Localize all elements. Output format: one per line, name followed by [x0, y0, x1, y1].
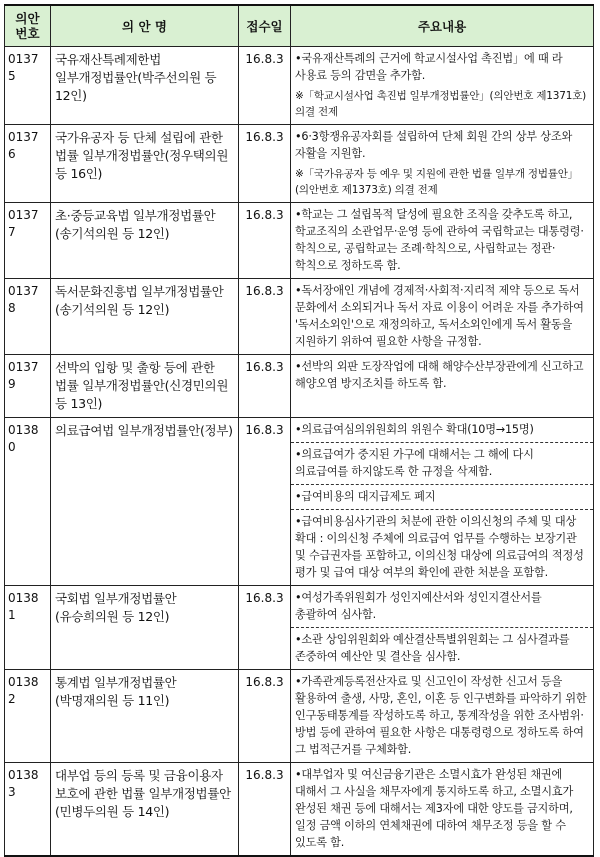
bill-title: 독서문화진흥법 일부개정법률안(송기석의원 등 12인): [51, 279, 239, 355]
main-content: [291, 279, 594, 355]
table-row: [5, 763, 594, 857]
content-item: [291, 443, 593, 485]
received-date: 16.8.3: [239, 355, 291, 418]
received-date: 16.8.3: [239, 670, 291, 763]
main-content: [291, 125, 594, 203]
header-bill-name: 의 안 명: [51, 5, 239, 47]
main-content: [291, 763, 594, 857]
content-item-text: •의료급여심의위원회의 위원수 확대(10명→15명): [295, 423, 534, 436]
received-date: 16.8.3: [239, 47, 291, 125]
bill-title: 국회법 일부개정법률안(유승희의원 등 12인): [51, 586, 239, 670]
received-date: 16.8.3: [239, 125, 291, 203]
bill-title: 통계법 일부개정법률안(박명재의원 등 11인): [51, 670, 239, 763]
content-item-text: •여성가족위원회가 성인지예산서와 성인지결산서를 총괄하여 심사함.: [295, 591, 542, 621]
content-item: [291, 586, 593, 628]
bill-title: 초·중등교육법 일부개정법률안(송기석의원 등 12인): [51, 203, 239, 279]
received-date: 16.8.3: [239, 279, 291, 355]
content-item: [291, 763, 593, 855]
main-content: [291, 586, 594, 670]
bill-number: 01382: [5, 670, 51, 763]
received-date: 16.8.3: [239, 418, 291, 586]
bill-number: 01381: [5, 586, 51, 670]
header-main-content: 주요내용: [291, 5, 594, 47]
content-item: [291, 418, 593, 443]
content-item: [291, 47, 593, 124]
content-item: [291, 125, 593, 202]
table-row: [5, 586, 594, 670]
bill-number: 01377: [5, 203, 51, 279]
content-item: [291, 203, 593, 278]
content-item: [291, 670, 593, 762]
content-item-note: ※「학교시설사업 촉진법 일부개정법률안」(의안번호 제1371호)의결 전제: [295, 90, 587, 118]
content-item: [291, 510, 593, 585]
header-received-date: 접수일: [239, 5, 291, 47]
bill-title: 의료급여법 일부개정법률안(정부): [51, 418, 239, 586]
bill-title: 대부업 등의 등록 및 금융이용자 보호에 관한 법률 일부개정법률안(민병두의원 등 14인): [51, 763, 239, 857]
bill-number: 01380: [5, 418, 51, 586]
content-item: [291, 279, 593, 354]
content-item-text: •급여비용심사기관의 처분에 관한 이의신청의 주체 및 대상 확대 : 이의신청 주체에 의료급여 업무를 수행하는 보장기관 및 수급권자를 포함하고, 이의신청 대상에 의료급여의 적정성 평가 및 급여 대상 여부의 확인에 관한 처분을 포함함.: [295, 515, 584, 579]
main-content: [291, 670, 594, 763]
header-bill-number: 의안 번호: [5, 5, 51, 47]
bill-number: 01375: [5, 47, 51, 125]
table-row: [5, 279, 594, 355]
main-content: [291, 418, 594, 586]
content-item-text: •소관 상임위원회와 예산결산특별위원회는 그 심사결과를 존중하여 예산안 및 결산을 심사함.: [295, 633, 570, 663]
content-item-text: •국유재산특례의 근거에 학교시설사업 촉진법」에 때 라 사용료 등의 감면을 추가함.: [295, 52, 563, 82]
content-item-text: •급여비용의 대지급제도 폐지: [295, 490, 436, 503]
bill-title: 국가유공자 등 단체 설립에 관한 법률 일부개정법률안(정우택의원 등 16인): [51, 125, 239, 203]
bill-number: 01379: [5, 355, 51, 418]
content-item-note: ※「국가유공자 등 예우 및 지원에 관한 법률 일부개 정법률안」(의안번호 제1373호) 의결 전제: [295, 168, 578, 196]
main-content: [291, 47, 594, 125]
content-item-text: •대부업자 및 여신금융기관은 소멸시효가 완성된 채권에 대해서 그 사실을 채무자에게 통지하도록 하고, 소멸시효가 완성된 채권 등에 대해서는 제3자에 대한 양도를 금지하며, 일정 금액 이하의 연체채권에 대하여 채무조정 등을 할 수 있도록 함.: [295, 768, 574, 849]
content-item: [291, 485, 593, 510]
content-item-text: •학교는 그 설립목적 달성에 필요한 조직을 갖추도록 하고, 학교조직의 소관업무·운영 등에 관하여 국립학교는 대통령령·학칙으로, 공립학교는 조례·학칙으로, 사립학교는 정관·학칙으로 정하도록 함.: [295, 208, 584, 272]
content-item-text: •의료급여가 중지된 가구에 대해서는 그 해에 다시 의료급여를 하지않도록 한 규정을 삭제함.: [295, 448, 534, 478]
content-item-text: •6·3항쟁유공자회를 설립하여 단체 회원 간의 상부 상조와 자활을 지원함.: [295, 130, 573, 160]
content-item-text: •선박의 외판 도장작업에 대해 해양수산부장관에게 신고하고 해양오염 방지조치를 하도록 함.: [295, 360, 584, 390]
bill-number: 01383: [5, 763, 51, 857]
main-content: [291, 355, 594, 418]
bill-title: 국유재산특례제한법 일부개정법률안(박주선의원 등 12인): [51, 47, 239, 125]
received-date: 16.8.3: [239, 203, 291, 279]
bill-number: 01376: [5, 125, 51, 203]
content-item-text: •가족관계등록전산자료 및 신고인이 작성한 신고서 등을 활용하여 출생, 사망, 혼인, 이혼 등 인구변화를 파악하기 위한 인구동태통계를 작성하도록 하고, 통계작성을 위한 조사범위·방법 등에 관하여 필요한 사항은 대통령령으로 정하도록 하여 그 법적근거를 구체화함.: [295, 675, 587, 756]
table-row: [5, 125, 594, 203]
table-row: [5, 418, 594, 586]
table-row: [5, 203, 594, 279]
bill-table: [4, 4, 594, 857]
content-item: [291, 355, 593, 396]
bill-table-container: [4, 4, 594, 857]
table-row: [5, 47, 594, 125]
main-content: [291, 203, 594, 279]
content-item-text: •독서장애인 개념에 경제적·사회적·지리적 제약 등으로 독서 문화에서 소외되거나 독서 자료 이용이 어려운 자를 추가하여 '독서소외인'으로 재정의하고, 독서소외인에게 독서 활동을 지원하기 위하여 필요한 사항을 규정함.: [295, 284, 584, 348]
received-date: 16.8.3: [239, 763, 291, 857]
table-row: [5, 670, 594, 763]
table-row: [5, 355, 594, 418]
header-row: [5, 5, 594, 47]
bill-title: 선박의 입항 및 출항 등에 관한 법률 일부개정법률안(신경민의원 등 13인): [51, 355, 239, 418]
received-date: 16.8.3: [239, 586, 291, 670]
bill-number: 01378: [5, 279, 51, 355]
content-item: [291, 628, 593, 669]
